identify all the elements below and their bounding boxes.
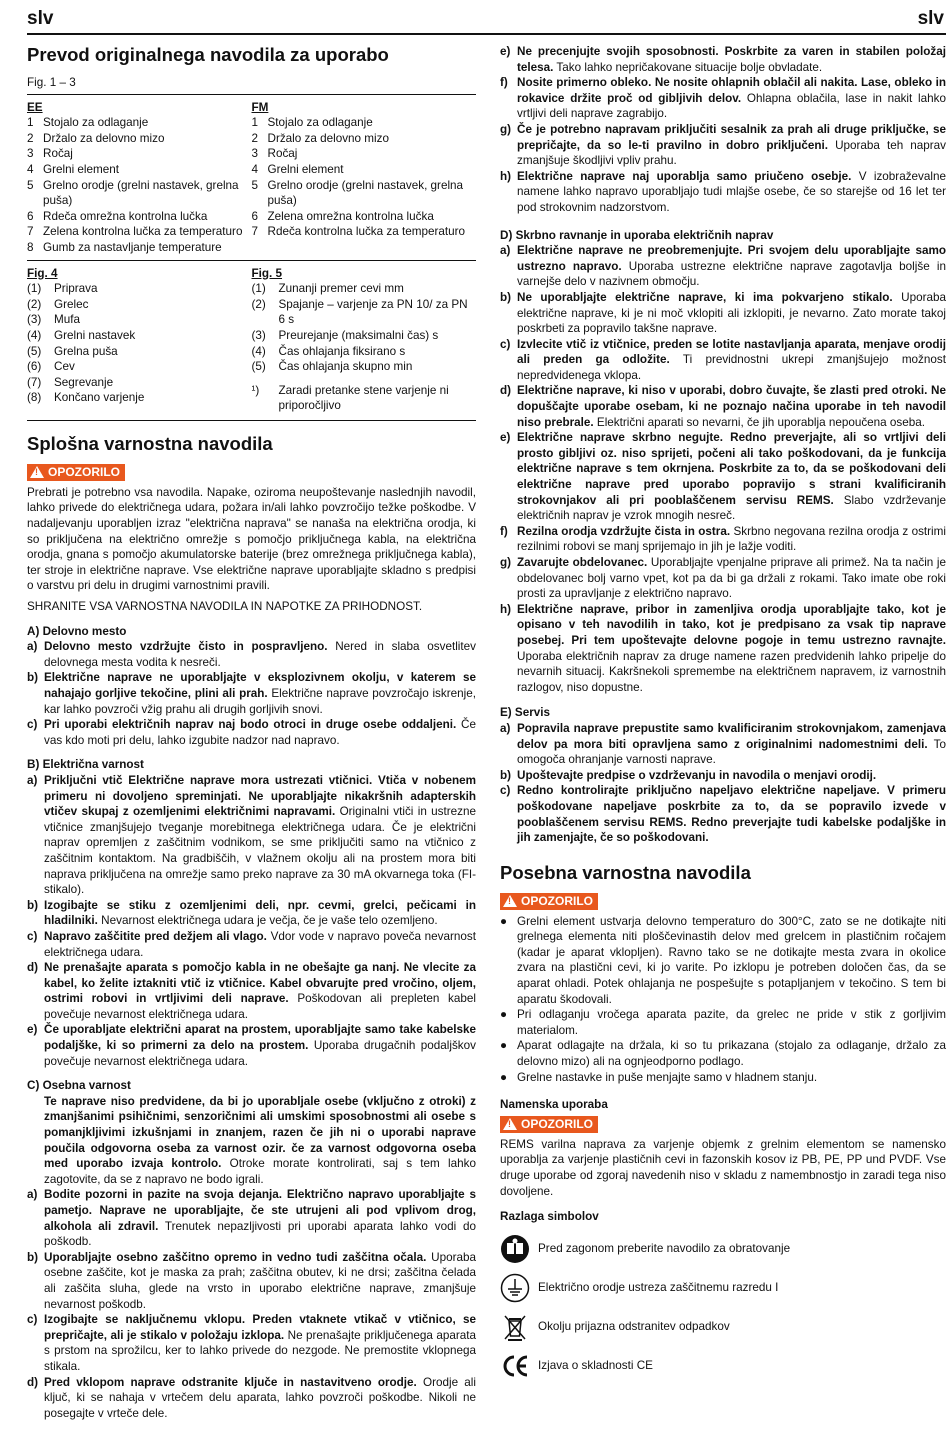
safety-item <box>27 960 476 1022</box>
item-letter: d) <box>27 1375 39 1389</box>
item-letter: e) <box>500 45 511 58</box>
item-bold-text: Električne naprave, ki niso v uporabi, dobro čuvajte, še zlasti pred otroki. Ne dopuščajte uporabe osebam, ki ne poznajo načina uporabe in teh navodil niso prebrale. <box>517 384 946 429</box>
legend-item <box>252 162 477 178</box>
legend-text: Grelni element <box>267 162 344 176</box>
item-letter: c) <box>27 1313 38 1327</box>
item-body <box>517 122 946 169</box>
legend-text: Zelena kontrolna lučka za temperaturo <box>43 225 243 239</box>
item-text: Uporaba električne naprave, ki je ni moč vklopiti ali izklopiti, je nevarno. Zato morate takoj poskrbeti za popravilo takšne naprave. <box>517 290 946 336</box>
warning-badge <box>500 893 598 910</box>
item-body <box>517 337 946 384</box>
legend-ee-fm <box>27 100 476 256</box>
legend-item <box>252 115 477 131</box>
item-text: Poškodovan ali prepleten kabel povečuje nevarnost električnega udara. <box>44 992 477 1021</box>
legend-number: 7 <box>27 225 34 239</box>
item-letter: c) <box>27 718 38 732</box>
divider <box>27 260 476 261</box>
item-text: Nevarnost električnega udara je večja, če je vaše telo ozemljeno. <box>97 914 438 928</box>
item-bold-text: Električne naprave, pribor in zamenljiva orodja uporabljajte tako, kot je opisano v teh navodilih in tako, kot je predpisano za vsak tip naprave posebej. Pri tem upoštevajte delovne pogoje in temu ustrezno ravnajte. <box>517 602 946 647</box>
warning-label: OPOZORILO <box>48 464 120 479</box>
item-text: Originalni vtiči in ustrezne vtičnice zmanjšujejo tveganje morebitnega električnega udara. Če je električni naprav opremljen z zaščitnim vodnikom, se sme priključiti samo na vtičnico z zaščitnim kontaktom. Na gradbiščih, v vlažnem okolju ali na prostem mora biti naprava priključena na omrežje samo preko naprave za 30 mA okvarnega toka (FI-stikalo). <box>44 805 476 897</box>
legend-number: 6 <box>251 209 259 223</box>
item-letter: d) <box>500 384 512 398</box>
legend-text: Mufa <box>54 313 80 327</box>
legend-item <box>27 131 252 147</box>
legend-text: Končano varjenje <box>54 391 145 405</box>
legend-text: Grelni element <box>43 162 120 176</box>
bullet-text: Grelni element ustvarja delovno temperaturo do 300°C, zato se ne dotikajte niti grelnega elementa niti ploščevinastih delov med grelcem in plastičnim ročajem (kadar je aparat vklopljen). Ravno tako se ne dotikajte mesta zvara in okolice zvara na plastični cevi, ki jo varite. Po izklopu je potreben določen čas, da se aparat ohladi. Potek ohlajanja ne pospešujte s potapljanjem v tekočino. S tem bi aparatu škodovali. <box>517 914 946 1006</box>
safety-item <box>500 768 946 784</box>
legend-item <box>252 344 477 360</box>
safety-item <box>27 1250 476 1312</box>
legend-number: 6 <box>27 209 34 223</box>
item-body <box>44 1375 476 1422</box>
warning-badge <box>500 1116 598 1133</box>
safety-item <box>500 383 946 430</box>
symbols-title: Razlaga simbolov <box>500 1210 599 1224</box>
item-bold-text: Električne naprave ne preobremenjujte. Pri svojem delu uporabljajte samo ustrezno napravo. <box>517 244 946 273</box>
safety-item <box>500 721 946 768</box>
legend-text: Stojalo za odlaganje <box>267 116 373 130</box>
footnote-mark: ¹) <box>251 383 260 397</box>
legend-text: Gumb za nastavljanje temperature <box>43 240 222 254</box>
general-intro: Prebrati je potrebno vsa navodila. Napake, oziroma neupoštevanje naslednjih navodil, lahko privede do električnega udara, požara in/ali lahko povzročijo težke poškodbe. V nadaljevanju uporabljen izraz "električna naprava" se nanaša na električna orodja, ki so priključena na električno omrežje s pomočjo priključnega kabla, na električna orodja, gnana s pomočjo akumulatorske baterije (brez omrežnega priključnega kabla), ter stroje in električne naprave. Vse električne naprave uporabljajte skladno s predpisi o varstvu pri delu in drugimi varnostnimi pravili. <box>27 485 476 593</box>
legend-text: Preurejanje (maksimalni čas) s <box>278 328 439 342</box>
safety-item <box>27 929 476 960</box>
page-title: Prevod originalnega navodila za uporabo <box>27 44 389 65</box>
safety-item <box>500 783 946 845</box>
safety-item <box>27 670 476 717</box>
section-d-list <box>500 243 946 695</box>
legend-text: Rdeča omrežna kontrolna lučka <box>43 209 208 223</box>
legend-text: Ročaj <box>43 147 73 161</box>
symbol-row <box>500 1351 946 1381</box>
legend-text: Zelena omrežna kontrolna lučka <box>267 209 434 223</box>
item-body <box>517 768 946 784</box>
safety-item <box>500 555 946 602</box>
keep-instructions-note: SHRANITE VSA VARNOSTNA NAVODILA IN NAPOTKE ZA PRIHODNOST. <box>27 600 423 614</box>
warning-triangle-icon <box>503 1118 517 1130</box>
legend-item <box>252 209 477 225</box>
item-text: Ohlapna oblačila, lase in nakit lahko vrtljivi deli naprave zagrabijo. <box>517 91 946 121</box>
legend-fig5-list <box>252 281 477 375</box>
item-text: Električne naprave povzročajo iskrenje, kar lahko povzroči vžig prahu ali drugih gorljivih snovi. <box>44 687 476 716</box>
footnote-text: Zaradi pretanke stene varjenje ni priporočljivo <box>278 383 449 413</box>
legend-item <box>252 281 477 297</box>
legend-text: Grelno orodje (grelni nastavek, grelna puša) <box>43 178 239 208</box>
legend-text: Cev <box>54 360 75 374</box>
legend-item <box>252 131 477 147</box>
legend-number: (6) <box>27 360 42 374</box>
item-text: Uporaba drugačnih podaljškov povečuje nevarnost električnega udara. <box>44 1039 476 1068</box>
legend-number: (3) <box>27 313 42 327</box>
safety-item <box>500 169 946 216</box>
divider <box>27 94 476 95</box>
legend-item <box>252 224 477 240</box>
item-body <box>44 929 476 960</box>
bullet-item <box>500 914 946 1008</box>
item-body <box>517 602 946 696</box>
item-bold-text: Električne naprave ne uporabljajte v eksplozivnem okolju, v katerem se nahajajo gorljive tekočine, plini ali prah. <box>44 671 476 700</box>
legend-item <box>27 224 252 240</box>
intended-use-text: REMS varilna naprava za varjenje objemk z grelnim elementom se namensko uporablja za varjenje plastičnih cevi in fazonskih kosov iz PB, PE, PP und PVDF. Vse druge uporabe od zgoraj navedenih niso v skladu z namembnostjo in zaradi tega niso dovoljene. <box>500 1137 946 1198</box>
item-bold-text: Izvlecite vtič iz vtičnice, preden se lotite nastavljanja aparata, menjave orodij ali preden ga odložite. <box>517 337 946 367</box>
legend-ee <box>27 100 252 256</box>
safety-item <box>500 75 946 122</box>
legend-number: (1) <box>27 282 42 296</box>
item-text: Ne prenašajte priključenega aparata s prstom na sprožilcu, ker to lahko privede do nezgode. Ne premostite vklopnega stikala. <box>44 1328 476 1373</box>
bullet-icon: ● <box>500 1070 508 1084</box>
item-bold-text: Izogibajte se stiku z ozemljenimi deli, npr. cevmi, grelci, pečicami in hladilniki. <box>44 898 476 928</box>
item-text: Električni aparati so nevarni, če jih uporablja nepoučena oseba. <box>593 415 926 429</box>
legend-item <box>27 209 252 225</box>
item-text: Nered in slaba osvetlitev delovnega mesta vodita k nesreči. <box>44 640 476 669</box>
legend-fig4-fig5 <box>27 266 476 414</box>
bullet-text: Pri odlaganju vročega aparata pazite, da grelec ne pride v stik z gorljivim materialom. <box>517 1008 946 1037</box>
item-bold-text: Ne prenašajte aparata s pomočjo kabla in ne obešajte ga nanj. Ne vlecite za kabel, ko želite iztakniti vtič iz vtičnice. Kabel obvarujte pred vročino, oljem, ostrimi robovi in vrtljivimi deli naprave. <box>44 961 476 1006</box>
item-bold-text: Uporabljajte osebno zaščitno opremo in vedno tudi zaščitna očala. <box>44 1250 427 1264</box>
symbol-row <box>500 1312 946 1342</box>
item-text: Uporaba električnih naprav za druge namene razen predvidenih lahko pripelje do nevarnih situacij. Kakršnekoli spremembe na električnem napravem, iz varnostnih razlogov, niso dopustne. <box>517 649 946 694</box>
section-e-list <box>500 721 946 846</box>
legend-number: (2) <box>27 297 42 311</box>
bullet-text: Grelne nastavke in puše menjajte samo v hladnem stanju. <box>517 1070 818 1084</box>
item-bold-text: Pri uporabi električnih naprav naj bodo otroci in druge osebe oddaljeni. <box>44 718 457 732</box>
section-c-continued-list <box>500 44 946 216</box>
item-body <box>44 1187 476 1249</box>
warning-triangle-icon <box>503 895 517 907</box>
item-bold-text: Rezilna orodja vzdržujte čista in ostra. <box>517 524 731 538</box>
item-text: Skrbno negovana rezilna orodja z ostrimi rezilnimi robovi se manj sprijemajo in jih je lažje voditi. <box>517 524 946 554</box>
legend-fm-title: FM <box>251 100 269 114</box>
legend-item <box>252 297 477 328</box>
weee-bin-icon <box>500 1312 530 1342</box>
legend-item <box>27 115 252 131</box>
item-text: Slabo vzdrževanje električnih naprav je vzrok mnogih nesreč. <box>517 493 946 523</box>
legend-item <box>27 390 252 406</box>
safety-item <box>500 337 946 384</box>
item-letter: b) <box>500 290 512 304</box>
item-body <box>517 169 946 216</box>
ce-mark-icon <box>500 1351 530 1381</box>
section-e-title: E) Servis <box>500 706 551 720</box>
item-text: Trenutek nepazljivosti pri uporabi aparata lahko vodi do poškodb. <box>44 1219 476 1249</box>
item-body <box>517 290 946 337</box>
bullet-item <box>500 1007 946 1038</box>
item-body <box>517 430 946 524</box>
legend-number: 7 <box>251 225 259 239</box>
warning-label: OPOZORILO <box>521 893 593 908</box>
legend-item <box>27 162 252 178</box>
safety-item <box>500 524 946 555</box>
item-body <box>44 960 476 1022</box>
legend-item <box>27 240 252 256</box>
item-body <box>44 670 476 717</box>
legend-number: (3) <box>251 328 266 342</box>
legend-text: Priprava <box>54 282 98 296</box>
legend-fig5 <box>252 266 477 414</box>
legend-number: 5 <box>251 178 259 192</box>
special-safety-list <box>500 914 946 1086</box>
item-letter: h) <box>500 602 512 616</box>
legend-item <box>27 375 252 391</box>
legend-item <box>27 312 252 328</box>
warning-triangle-icon <box>30 466 44 478</box>
item-body <box>517 524 946 555</box>
bullet-item <box>500 1038 946 1069</box>
item-letter: c) <box>27 929 38 943</box>
safety-item <box>27 717 476 748</box>
section-d-title: D) Skrbno ravnanje in uporaba električnih naprav <box>500 228 774 242</box>
item-bold-text: Nosite primerno obleko. Ne nosite ohlapnih oblačil ali nakita. Lase, obleko in rokavice držite proč od gibljivih delov. <box>517 76 946 105</box>
safety-item <box>27 1312 476 1374</box>
item-letter: a) <box>27 773 38 787</box>
symbol-text: Izjava o skladnosti CE <box>538 1358 653 1372</box>
legend-text: Držalo za delovno mizo <box>43 131 165 145</box>
divider <box>27 420 476 421</box>
legend-number: (7) <box>27 375 42 389</box>
item-letter: f) <box>500 524 508 538</box>
symbol-text: Električno orodje ustreza zaščitnemu razredu I <box>538 1280 779 1294</box>
bullet-icon: ● <box>500 1039 508 1053</box>
legend-item <box>27 281 252 297</box>
item-body <box>517 721 946 768</box>
legend-text: Grelna puša <box>54 344 118 358</box>
safety-item <box>27 773 476 898</box>
item-text: Uporaba ustrezne električne naprave zagotavlja boljše in varnejše delo v nazivnem območju. <box>517 259 946 289</box>
legend-text: Segrevanje <box>54 375 114 389</box>
section-c-title: C) Osebna varnost <box>27 1079 131 1093</box>
item-letter: b) <box>27 1250 39 1264</box>
legend-item <box>27 344 252 360</box>
legend-number: 1 <box>27 116 34 130</box>
item-bold-text: Napravo zaščitite pred dežjem ali vlago. <box>44 929 267 943</box>
legend-number: 4 <box>251 162 259 176</box>
legend-ee-title: EE <box>27 100 43 114</box>
item-bold-text: Ne uporabljajte električne naprave, ki ima pokvarjeno stikalo. <box>517 290 893 304</box>
legend-item <box>252 178 477 209</box>
symbol-text: Okolju prijazna odstranitev odpadkov <box>538 1319 730 1333</box>
legend-item <box>252 359 477 375</box>
bullet-text: Aparat odlagajte na držala, ki so tu prikazana (stojalo za odlaganje, držalo za delovno mizo) ali na ognjeodporno podlago. <box>517 1039 946 1069</box>
safety-item <box>27 1375 476 1422</box>
item-bold-text: Upoštevajte predpise o vzdrževanju in navodila o menjavi orodij. <box>517 768 877 782</box>
bullet-icon: ● <box>500 914 508 928</box>
item-letter: a) <box>27 1188 38 1202</box>
legend-number: (4) <box>27 328 42 342</box>
section-c-list <box>27 1187 476 1421</box>
section-b-list <box>27 773 476 1069</box>
item-body <box>44 1250 476 1312</box>
fig-1-3-label: Fig. 1 – 3 <box>27 76 76 89</box>
legend-number: 5 <box>27 178 34 192</box>
legend-item <box>252 146 477 162</box>
legend-text: Čas ohlajanja skupno min <box>278 360 413 374</box>
item-text: Ti previdnostni ukrepi zmanjšujejo možnost nepredvidenega vklopa. <box>517 353 946 382</box>
legend-ee-list <box>27 115 252 255</box>
item-text: Orodje ali ključ, ki se nahaja v vrtečem delu aparata, lahko povzroči poškodbe. Nikoli ne posegajte v vrteče dele. <box>44 1375 476 1420</box>
item-body <box>517 75 946 122</box>
item-letter: b) <box>27 898 39 912</box>
safety-item <box>500 430 946 524</box>
right-column <box>500 44 946 1390</box>
legend-item <box>27 328 252 344</box>
section-c-intro: Te naprave niso predvidene, da bi jo uporabljale osebe (vključno z otroki) z zmanjšanimi psihičnimi, senzoričnimi ali umskimi sposobnostmi ali osebe s pomanjkljivimi izkušnjami in znanjem, razen če jih ni o uporabi naprave poučila odgovorna oseba za varnost ozir. če za varnost odgovorna oseba med uporabo izvaja kontrolo. Otroke morate kontrolirati, saj s tem lahko zagotovite, da se z napravo ne bodo igrali. <box>44 1094 476 1186</box>
item-letter: e) <box>500 431 511 445</box>
legend-number: 3 <box>27 147 34 161</box>
safety-item <box>500 122 946 169</box>
legend-fig5-title: Fig. 5 <box>251 266 283 280</box>
legend-text: Spajanje – varjenje za PN 10/ za PN 6 s <box>278 297 468 327</box>
item-bold-text: Električne naprave naj uporablja samo priučeno osebje. <box>517 169 852 183</box>
item-body <box>44 898 476 929</box>
item-body <box>44 639 476 670</box>
item-letter: e) <box>27 1023 38 1037</box>
item-letter: g) <box>500 122 512 136</box>
language-code-left: slv <box>27 8 54 29</box>
section-a-title: A) Delovno mesto <box>27 624 127 638</box>
item-letter: c) <box>500 784 511 798</box>
legend-item <box>27 146 252 162</box>
safety-item <box>500 290 946 337</box>
item-body <box>517 555 946 602</box>
legend-text: Stojalo za odlaganje <box>43 116 149 130</box>
legend-number: (1) <box>251 282 266 296</box>
item-bold-text: Izogibajte se naključnemu vklopu. Preden vtaknete vtikač v vtičnico, se prepričajte, ali je stikalo v položaju izklopa. <box>44 1313 476 1342</box>
legend-number: (5) <box>27 344 42 358</box>
legend-text: Ročaj <box>267 147 298 161</box>
item-bold-text: Električne naprave skrbno negujte. Redno preverjajte, ali so vrtljivi deli prosto gibljivi oz. niso sprijeti, počeni ali tako poškodovani, da je funkcija električne naprave s tem okrnjena. Poskrbite za to, da se poškodovani deli električne naprave pred uporabo popravijo s strani kvalificiranih strokovnjakov ali pri pooblaščenem servisu REMS. <box>517 431 946 507</box>
legend-number: 8 <box>27 240 34 254</box>
item-bold-text: Pred vklopom naprave odstranite ključe in nastavitveno orodje. <box>44 1375 417 1389</box>
item-bold-text: Zavarujte obdelovanec. <box>517 556 648 569</box>
item-text: Vdor vode v napravo poveča nevarnost električnega udara. <box>44 929 477 959</box>
section-a-list <box>27 639 476 748</box>
legend-number: 2 <box>251 131 259 145</box>
symbol-row <box>500 1273 946 1303</box>
legend-number: 1 <box>251 116 259 130</box>
warning-label: OPOZORILO <box>521 1116 593 1131</box>
item-bold-text: Popravila naprave prepustite samo kvalificiranim strokovnjakom, zamenjava delov pa mora biti opravljena samo z originalnimi nadomestnimi deli. <box>517 721 946 751</box>
item-body <box>44 1022 476 1069</box>
language-code-right: slv <box>917 8 944 29</box>
legend-item <box>252 328 477 344</box>
header-rule <box>27 33 946 35</box>
item-letter: h) <box>500 169 512 183</box>
legend-number: (4) <box>251 344 266 358</box>
symbol-text: Pred zagonom preberite navodilo za obratovanje <box>538 1241 791 1255</box>
legend-text: Čas ohlajanja fiksirano s <box>278 344 406 358</box>
intended-use-title: Namenska uporaba <box>500 1098 608 1112</box>
item-text: Uporabljajte vpenjalne priprave ali primež. Na ta način je obdelovanec bolj varno vpet, kot pa da bi ga držali z rokami. Tako imate obe roki prosti za upravljanje z električno napravo. <box>517 556 947 601</box>
item-text: Če vas kdo moti pri delu, lahko izgubite nadzor nad napravo. <box>44 718 476 747</box>
warning-badge <box>27 464 125 481</box>
item-text: Uporaba teh naprav zmanjšuje škodljivi vpliv prahu. <box>517 138 946 168</box>
item-letter: b) <box>27 671 39 685</box>
legend-number: 4 <box>27 162 34 176</box>
legend-number: 2 <box>27 131 34 145</box>
legend-text: Rdeča kontrolna lučka za temperaturo <box>267 225 465 239</box>
item-letter: d) <box>27 961 39 975</box>
safety-item <box>500 243 946 290</box>
section-title-special-safety: Posebna varnostna navodila <box>500 861 751 883</box>
item-text: Uporaba osebne zaščite, kot je maska za prah; zaščitna obutev, ki ne drsi; zaščitna čelada ali zaščita sluha, glede na vrsto in uporabo električne naprave, zmanjšuje nevarnost poškodb. <box>44 1250 476 1311</box>
legend-text: Grelni nastavek <box>54 328 136 342</box>
legend-item <box>27 178 252 209</box>
fig5-footnote <box>252 383 477 414</box>
item-letter: a) <box>27 640 38 654</box>
item-letter: f) <box>500 76 508 90</box>
protection-class-icon <box>500 1273 530 1303</box>
item-letter: b) <box>500 768 512 782</box>
legend-item <box>27 297 252 313</box>
item-bold-text: Ne precenjujte svojih sposobnosti. Poskrbite za varen in stabilen položaj telesa. <box>517 45 946 74</box>
legend-fm <box>252 100 477 256</box>
bullet-item <box>500 1070 946 1086</box>
item-body <box>517 383 946 430</box>
item-bold-text: Priključni vtič Električne naprave mora ustrezati vtičnici. Vtiča v nobenem primeru ni dovoljeno spreminjati. Ne uporabljajte nikakršnih adapterskih vtičev skupaj z ozemljenimi električnimi napravami. <box>44 773 476 819</box>
legend-text: Grelec <box>54 297 89 311</box>
legend-number: (2) <box>251 297 266 311</box>
bullet-icon: ● <box>500 1008 508 1022</box>
left-column <box>27 44 476 1421</box>
symbol-row <box>500 1234 946 1264</box>
legend-text: Grelno orodje (grelni nastavek, grelna puša) <box>267 178 464 208</box>
read-manual-icon <box>500 1234 530 1264</box>
legend-text: Zunanji premer cevi mm <box>278 282 404 296</box>
item-bold-text: Redno kontrolirajte priključno napeljavo električne napeljave. V primeru poškodovane napeljave poskrbite za to, da se popravilo izvede v pooblaščenem servisu REMS. Redno preverjajte tudi kabelske podaljške in jih zamenjajte, če so poškodovani. <box>517 784 946 845</box>
item-text: To omogoča ohranjanje varnosti naprave. <box>517 737 947 767</box>
legend-fig4-title: Fig. 4 <box>27 266 58 280</box>
item-body <box>517 783 946 845</box>
safety-item <box>27 1187 476 1249</box>
legend-fig4-list <box>27 281 252 406</box>
item-text: V izobraževalne namene lahko napravo uporabljajo tudi mlajše osebe, če so starejše od 16 let ter pod strokovnim nadzorstvom. <box>517 169 946 214</box>
item-body <box>44 1312 476 1374</box>
section-b-title: B) Električna varnost <box>27 758 144 772</box>
item-body <box>517 243 946 290</box>
item-bold-text: Če je potrebno napravam priključiti sesalnik za prah ali druge priključke, se prepričajte, da so le-ti pravilno in dobro priključeni. <box>517 122 946 152</box>
safety-item <box>27 1022 476 1069</box>
safety-item <box>27 639 476 670</box>
item-letter: g) <box>500 556 512 569</box>
item-letter: a) <box>500 244 511 258</box>
item-letter: a) <box>500 721 511 735</box>
item-letter: c) <box>500 337 511 351</box>
legend-text: Držalo za delovno mizo <box>267 131 389 145</box>
legend-item <box>27 359 252 375</box>
item-body <box>517 44 946 75</box>
item-bold-text: Bodite pozorni in pazite na svoja dejanja. Električno napravo uporabljajte s pametjo. Naprave ne uporabljajte, če ste utrujeni ali pod vplivom drog, alkohola ali zdravil. <box>44 1188 476 1233</box>
item-text: Tako lahko nepričakovane situacije bolje obvladate. <box>553 60 823 74</box>
safety-item <box>500 602 946 696</box>
item-body <box>44 773 476 898</box>
legend-number: 3 <box>251 147 259 161</box>
legend-fm-list <box>252 115 477 240</box>
legend-fig4 <box>27 266 252 414</box>
item-body <box>44 717 476 748</box>
legend-number: (8) <box>27 391 42 405</box>
section-title-general-safety: Splošna varnostna navodila <box>27 432 273 454</box>
item-bold-text: Če uporabljate električni aparat na prostem, uporabljajte samo take kabelske podaljške, ki so primerni za delo na prostem. <box>44 1023 476 1053</box>
legend-number: (5) <box>251 360 266 374</box>
safety-item <box>500 44 946 75</box>
item-bold-text: Delovno mesto vzdržujte čisto in pospravljeno. <box>44 640 328 654</box>
safety-item <box>27 898 476 929</box>
